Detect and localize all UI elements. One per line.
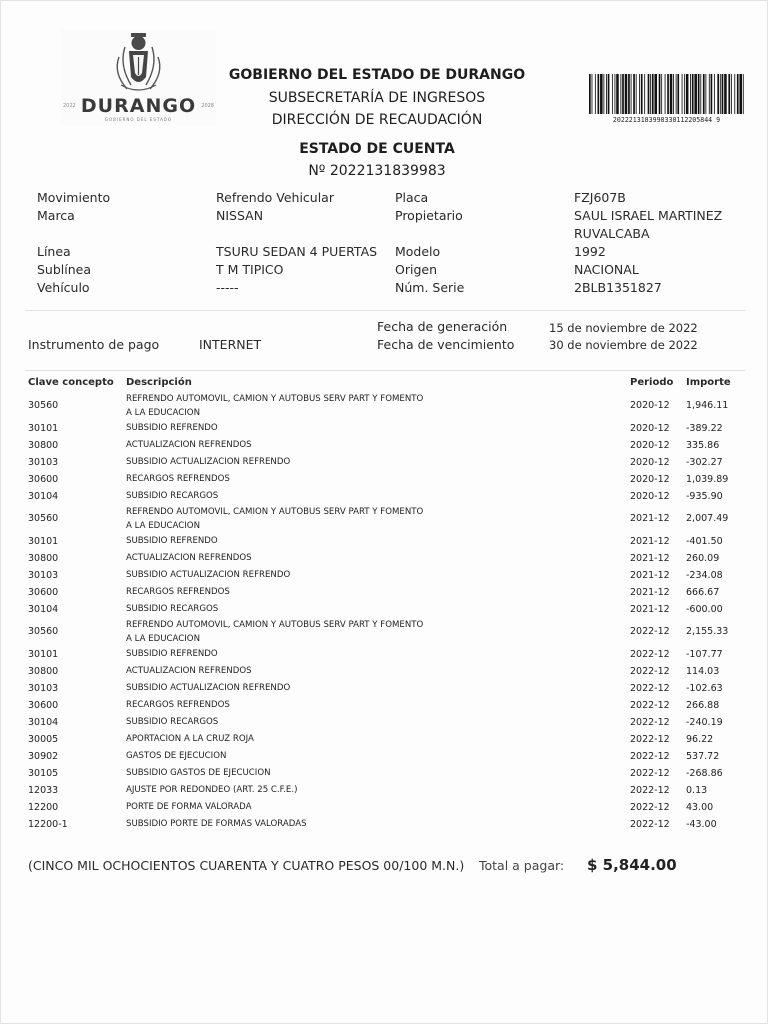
barcode-bar (636, 74, 637, 114)
cell-descripcion: APORTACION A LA CRUZ ROJA (126, 734, 254, 744)
barcode-bar (673, 74, 674, 114)
document-number: Nº 2022131839983 (308, 163, 446, 179)
header-periodo: Periodo (630, 377, 674, 388)
barcode-bar (720, 74, 721, 114)
barcode-bar (670, 74, 673, 114)
cell-importe: 114.03 (686, 666, 720, 677)
cell-importe: -43.00 (686, 819, 717, 830)
barcode-bar (694, 74, 697, 114)
table-row (1, 420, 768, 437)
table-row (1, 437, 768, 454)
logo-year-left: 2022 (63, 103, 76, 109)
table-row (1, 765, 768, 782)
table-row (1, 731, 768, 748)
table-row (1, 697, 768, 714)
cell-descripcion: SUBSIDIO ACTUALIZACION REFRENDO (126, 570, 291, 580)
barcode-bar (737, 74, 739, 114)
vehiculo-value: ----- (216, 280, 239, 295)
cell-importe: 0.13 (686, 785, 708, 796)
table-row (1, 748, 768, 765)
total-label: Total a pagar: (479, 858, 565, 873)
cell-importe: -240.19 (686, 717, 723, 728)
cell-clave: 30600 (28, 587, 59, 598)
logo-subtitle: GOBIERNO DEL ESTADO (104, 117, 173, 122)
barcode-bar (709, 74, 710, 114)
barcode-bar (734, 74, 735, 114)
barcode-bar (739, 74, 742, 114)
cell-periodo: 2020-12 (630, 423, 670, 434)
barcode-bar (652, 74, 654, 114)
barcode-bar (622, 74, 624, 114)
cell-clave: 30600 (28, 700, 59, 711)
linea-value: TSURU SEDAN 4 PUERTAS (216, 244, 378, 259)
cell-periodo: 2022-12 (630, 626, 670, 637)
cell-descripcion: PORTE DE FORMA VALORADA (126, 802, 252, 812)
table-row (1, 567, 768, 584)
origen-label: Origen (395, 262, 437, 277)
cell-importe: 2,007.49 (686, 513, 729, 524)
cell-periodo: 2020-12 (630, 491, 670, 502)
cell-descripcion: ACTUALIZACION REFRENDOS (126, 553, 252, 563)
cell-clave: 30005 (28, 734, 59, 745)
barcode-bar (743, 74, 744, 114)
document-title: ESTADO DE CUENTA (299, 141, 455, 157)
section-divider (25, 370, 745, 371)
total-amount-text: (CINCO MIL OCHOCIENTOS CUARENTA Y CUATRO PESOS 00/100 M.N.) (28, 858, 465, 873)
cell-descripcion: SUBSIDIO RECARGOS (126, 717, 219, 727)
cell-periodo: 2022-12 (630, 734, 670, 745)
table-row (1, 816, 768, 833)
barcode-bar (592, 74, 593, 114)
barcode-bar (682, 74, 683, 114)
barcode-bar (639, 74, 640, 114)
table-row (1, 680, 768, 697)
barcode-bar (684, 74, 685, 114)
serie-label: Núm. Serie (395, 280, 465, 295)
barcode-bar (608, 74, 610, 114)
cell-periodo: 2021-12 (630, 536, 670, 547)
cell-descripcion: SUBSIDIO RECARGOS (126, 604, 219, 614)
cell-periodo: 2022-12 (630, 768, 670, 779)
cell-periodo: 2022-12 (630, 802, 670, 813)
serie-value: 2BLB1351827 (574, 280, 662, 295)
barcode-bar (603, 74, 604, 114)
sublinea-value: T M TIPICO (216, 262, 284, 277)
cell-importe: -107.77 (686, 649, 723, 660)
cell-clave: 30101 (28, 649, 59, 660)
cell-importe: 2,155.33 (686, 626, 729, 637)
table-row (1, 533, 768, 550)
cell-clave: 30101 (28, 423, 59, 434)
barcode-bar (690, 74, 691, 114)
direction-title: DIRECCIÓN DE RECAUDACIÓN (271, 112, 483, 128)
cell-importe: 260.09 (686, 553, 720, 564)
cell-clave: 30800 (28, 440, 59, 451)
cell-importe: 335.86 (686, 440, 720, 451)
barcode-bar (714, 74, 715, 114)
cell-importe: -401.50 (686, 536, 723, 547)
fecha-generacion-label: Fecha de generación (377, 319, 508, 334)
durango-logo (61, 29, 216, 125)
barcode-bar (722, 74, 724, 114)
barcode-bar (650, 74, 651, 114)
barcode-bar (717, 74, 719, 114)
propietario-value-line2: RUVALCABA (574, 226, 650, 241)
marca-value: NISSAN (216, 208, 264, 223)
cell-descripcion: SUBSIDIO PORTE DE FORMAS VALORADAS (126, 819, 307, 829)
barcode-bar (648, 74, 650, 114)
cell-descripcion: REFRENDO AUTOMOVIL, CAMION Y AUTOBUS SERV PART Y FOMENTO A LA EDUCACION (126, 507, 424, 531)
cell-clave: 12200 (28, 802, 59, 813)
cell-descripcion: SUBSIDIO RECARGOS (126, 491, 219, 501)
barcode-bar (703, 74, 705, 114)
placa-value: FZJ607B (574, 190, 626, 205)
cell-importe: -102.63 (686, 683, 723, 694)
cell-importe: 1,039.89 (686, 474, 729, 485)
instrumento-pago-label: Instrumento de pago (28, 337, 160, 352)
cell-periodo: 2022-12 (630, 751, 670, 762)
cell-importe: 1,946.11 (686, 400, 729, 411)
movimiento-value: Refrendo Vehicular (216, 190, 334, 205)
linea-label: Línea (37, 244, 71, 259)
barcode-number: 2022213183998330112205844 9 (612, 116, 721, 124)
cell-periodo: 2021-12 (630, 587, 670, 598)
cell-descripcion: SUBSIDIO ACTUALIZACION REFRENDO (126, 683, 291, 693)
barcode-bar (700, 74, 701, 114)
cell-clave: 12033 (28, 785, 59, 796)
barcode-bar (644, 74, 645, 114)
barcode-bar (595, 74, 596, 114)
fecha-vencimiento-label: Fecha de vencimiento (377, 337, 515, 352)
cell-periodo: 2020-12 (630, 440, 670, 451)
cell-importe: -600.00 (686, 604, 723, 615)
table-row (1, 646, 768, 663)
cell-importe: -302.27 (686, 457, 723, 468)
cell-descripcion: SUBSIDIO ACTUALIZACION REFRENDO (126, 457, 291, 467)
cell-clave: 30902 (28, 751, 59, 762)
barcode-bar (661, 74, 662, 114)
table-row (1, 488, 768, 505)
cell-importe: 666.67 (686, 587, 720, 598)
barcode-bar (728, 74, 730, 114)
cell-descripcion: AJUSTE POR REDONDEO (ART. 25 C.F.E.) (126, 785, 298, 795)
barcode-bar (606, 74, 607, 114)
barcode-bar (615, 74, 616, 114)
barcode-bar (598, 74, 600, 114)
barcode-bar (641, 74, 643, 114)
cell-periodo: 2022-12 (630, 700, 670, 711)
fecha-vencimiento-value: 30 de noviembre de 2022 (549, 338, 698, 352)
coat-of-arms-icon (61, 29, 216, 99)
barcode-bar (625, 74, 628, 114)
modelo-value: 1992 (574, 244, 606, 259)
barcode-bar (724, 74, 727, 114)
barcode-bar (676, 74, 677, 114)
cell-importe: -234.08 (686, 570, 723, 581)
table-row (1, 799, 768, 816)
cell-periodo: 2022-12 (630, 717, 670, 728)
cell-descripcion: SUBSIDIO REFRENDO (126, 536, 218, 546)
barcode-bar (612, 74, 613, 114)
cell-periodo: 2022-12 (630, 666, 670, 677)
cell-clave: 30104 (28, 717, 59, 728)
header-clave: Clave concepto (28, 377, 114, 388)
table-row (1, 550, 768, 567)
cell-importe: -268.86 (686, 768, 723, 779)
placa-label: Placa (395, 190, 429, 205)
cell-periodo: 2020-12 (630, 457, 670, 468)
cell-clave: 30103 (28, 457, 59, 468)
propietario-label: Propietario (395, 208, 463, 223)
cell-clave: 30103 (28, 570, 59, 581)
cell-descripcion: ACTUALIZACION REFRENDOS (126, 440, 252, 450)
sublinea-label: Sublínea (37, 262, 92, 277)
cell-periodo: 2022-12 (630, 683, 670, 694)
cell-periodo: 2021-12 (630, 570, 670, 581)
barcode-bar (589, 74, 591, 114)
instrumento-pago-value: INTERNET (199, 337, 262, 352)
cell-clave: 30101 (28, 536, 59, 547)
cell-descripcion: ACTUALIZACION REFRENDOS (126, 666, 252, 676)
cell-periodo: 2020-12 (630, 474, 670, 485)
cell-importe: 96.22 (686, 734, 714, 745)
section-divider (25, 310, 745, 311)
barcode-bar (600, 74, 603, 114)
barcode-bar (692, 74, 694, 114)
logo-year-right: 2028 (201, 103, 214, 109)
barcode-bar (705, 74, 706, 114)
barcode-bar (677, 74, 679, 114)
table-row (1, 714, 768, 731)
government-title: GOBIERNO DEL ESTADO DE DURANGO (228, 67, 526, 83)
header-descripcion: Descripción (126, 377, 192, 388)
barcode-bar (633, 74, 635, 114)
movimiento-label: Movimiento (37, 190, 111, 205)
table-row (1, 471, 768, 488)
cell-clave: 30560 (28, 626, 59, 637)
barcode-bar (711, 74, 713, 114)
table-row (1, 584, 768, 601)
cell-clave: 30105 (28, 768, 59, 779)
vehiculo-label: Vehículo (37, 280, 90, 295)
table-row (1, 601, 768, 618)
table-row (1, 663, 768, 680)
cell-clave: 30800 (28, 553, 59, 564)
cell-descripcion: SUBSIDIO REFRENDO (126, 649, 218, 659)
cell-clave: 30103 (28, 683, 59, 694)
propietario-value-line1: SAUL ISRAEL MARTINEZ (574, 208, 723, 223)
table-row (1, 392, 768, 420)
cell-clave: 30560 (28, 513, 59, 524)
cell-clave: 30104 (28, 604, 59, 615)
cell-descripcion: SUBSIDIO REFRENDO (126, 423, 218, 433)
barcode-bar (628, 74, 630, 114)
header-importe: Importe (686, 377, 731, 388)
cell-descripcion: RECARGOS REFRENDOS (126, 587, 230, 597)
cell-clave: 30560 (28, 400, 59, 411)
barcode-bar (698, 74, 700, 114)
cell-clave: 12200-1 (28, 819, 68, 830)
barcode (589, 74, 744, 114)
cell-clave: 30800 (28, 666, 59, 677)
cell-periodo: 2021-12 (630, 604, 670, 615)
barcode-bar (659, 74, 661, 114)
cell-periodo: 2021-12 (630, 513, 670, 524)
cell-clave: 30104 (28, 491, 59, 502)
barcode-bar (667, 74, 669, 114)
barcode-bar (686, 74, 689, 114)
fecha-generacion-value: 15 de noviembre de 2022 (549, 321, 698, 335)
marca-label: Marca (37, 208, 75, 223)
table-row (1, 618, 768, 646)
barcode-bar (631, 74, 632, 114)
cell-periodo: 2022-12 (630, 819, 670, 830)
cell-periodo: 2022-12 (630, 785, 670, 796)
cell-descripcion: RECARGOS REFRENDOS (126, 474, 230, 484)
barcode-bar (654, 74, 657, 114)
barcode-bar (665, 74, 666, 114)
cell-descripcion: SUBSIDIO GASTOS DE EJECUCION (126, 768, 271, 778)
cell-importe: 537.72 (686, 751, 720, 762)
cell-clave: 30600 (28, 474, 59, 485)
logo-wordmark: DURANGO (80, 95, 197, 117)
modelo-label: Modelo (395, 244, 441, 259)
table-row (1, 505, 768, 533)
barcode-bar (616, 74, 619, 114)
cell-importe: 43.00 (686, 802, 714, 813)
table-row (1, 782, 768, 799)
total-value: $ 5,844.00 (587, 856, 677, 874)
origen-value: NACIONAL (574, 262, 639, 277)
cell-periodo: 2022-12 (630, 649, 670, 660)
cell-importe: -389.22 (686, 423, 723, 434)
cell-descripcion: RECARGOS REFRENDOS (126, 700, 230, 710)
cell-descripcion: REFRENDO AUTOMOVIL, CAMION Y AUTOBUS SERV PART Y FOMENTO A LA EDUCACION (126, 620, 424, 644)
barcode-bar (620, 74, 621, 114)
barcode-bar (731, 74, 732, 114)
cell-periodo: 2020-12 (630, 400, 670, 411)
cell-descripcion: GASTOS DE EJECUCION (126, 751, 227, 761)
subsecretariat-title: SUBSECRETARÍA DE INGRESOS (268, 90, 486, 106)
cell-descripcion: REFRENDO AUTOMOVIL, CAMION Y AUTOBUS SERV PART Y FOMENTO A LA EDUCACION (126, 394, 424, 418)
cell-importe: 266.88 (686, 700, 720, 711)
table-row (1, 454, 768, 471)
cell-periodo: 2021-12 (630, 553, 670, 564)
cell-importe: -935.90 (686, 491, 723, 502)
